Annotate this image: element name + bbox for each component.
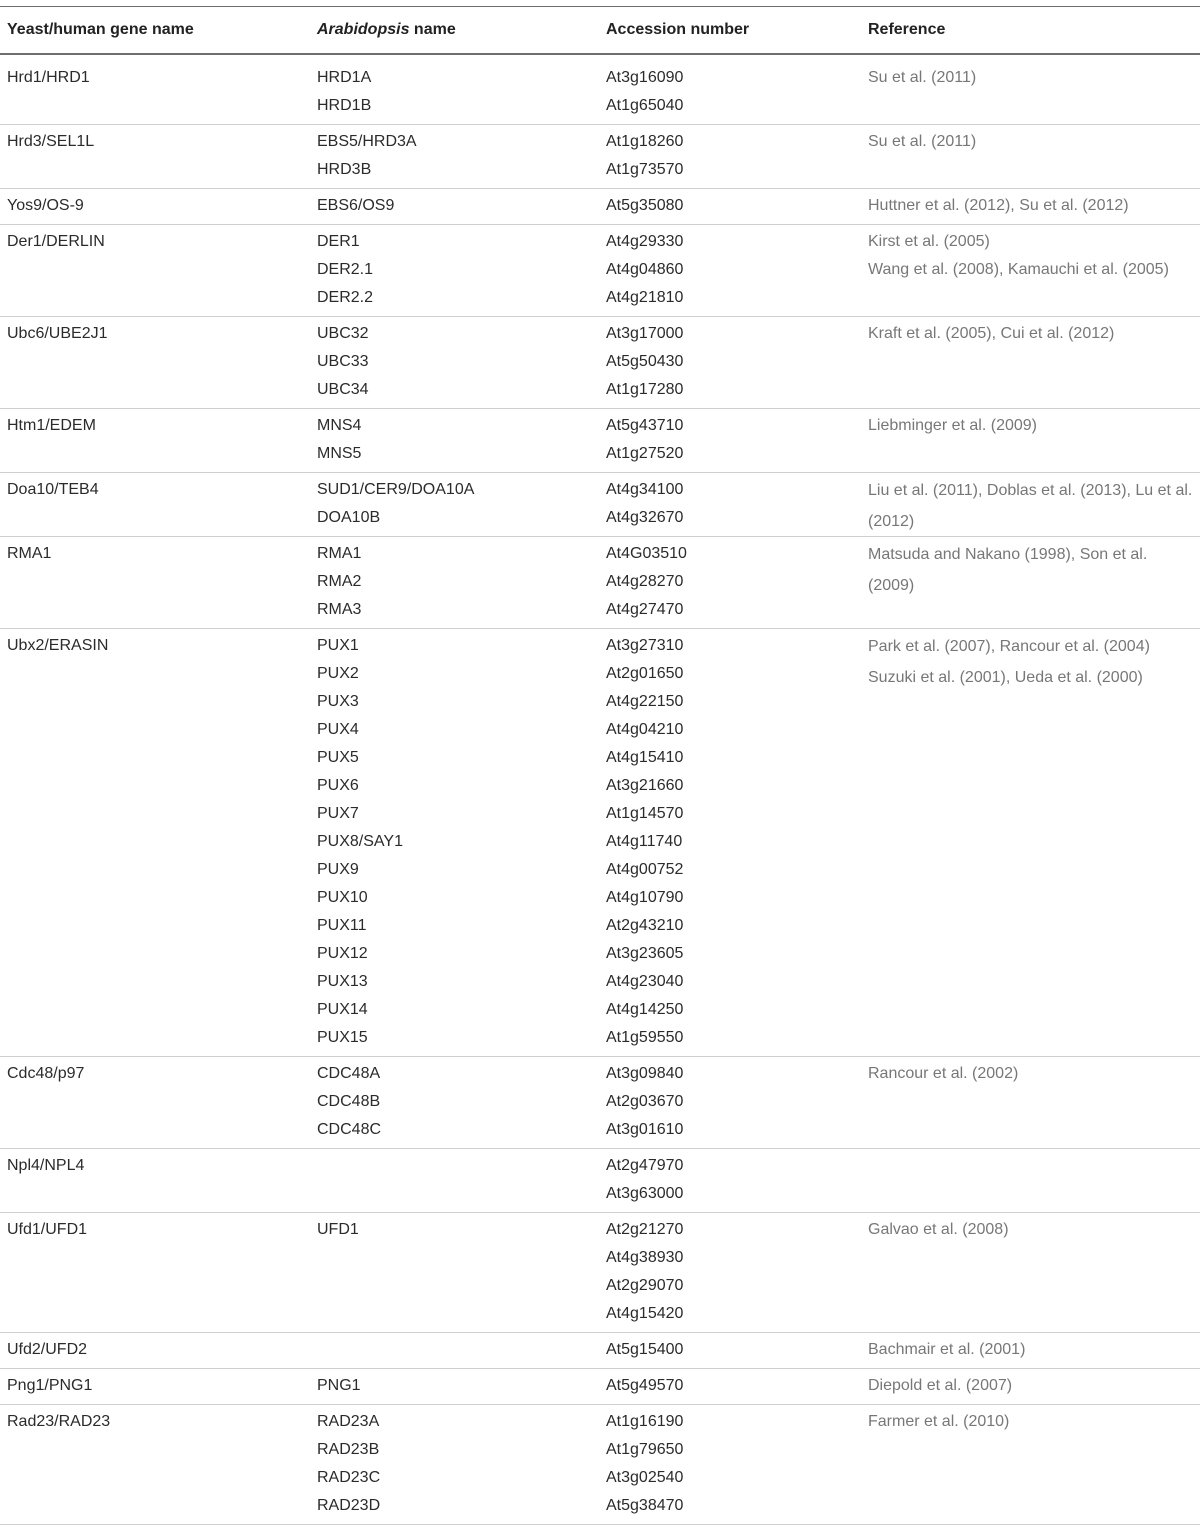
arabidopsis-name: DER2.1 — [317, 261, 374, 278]
accession-number: At1g18260 — [606, 133, 684, 150]
yeast-gene-name: Hrd1/HRD1 — [7, 69, 90, 86]
arabidopsis-name: UBC33 — [317, 353, 369, 370]
reference-text: Kirst et al. (2005) — [868, 233, 990, 250]
arabidopsis-name: PNG1 — [317, 1377, 361, 1394]
accession-number: At2g03670 — [606, 1093, 684, 1110]
arabidopsis-name: RMA3 — [317, 601, 362, 618]
yeast-gene-name: Ufd2/UFD2 — [7, 1341, 88, 1358]
arabidopsis-name-cell — [317, 632, 403, 1052]
arabidopsis-name: PUX4 — [317, 721, 359, 738]
accession-cell — [606, 228, 683, 312]
accession-number: At3g27310 — [606, 637, 684, 654]
yeast-gene-cell — [7, 1152, 84, 1180]
yeast-gene-cell — [7, 1408, 110, 1436]
yeast-gene-name: Ubc6/UBE2J1 — [7, 325, 108, 342]
arabidopsis-name: PUX6 — [317, 777, 359, 794]
arabidopsis-name-cell — [317, 476, 474, 532]
yeast-gene-name: Rad23/RAD23 — [7, 1413, 111, 1430]
accession-cell — [606, 1060, 683, 1144]
table-row — [0, 1372, 1200, 1405]
arabidopsis-name: PUX7 — [317, 805, 359, 822]
reference-cell — [868, 540, 1196, 601]
accession-cell — [606, 1152, 683, 1208]
reference-text: Park et al. (2007), Rancour et al. (2004) Suzuki et al. (2001), Ueda et al. (2000) — [868, 637, 1150, 686]
header-yeast: Yeast/human gene name — [7, 21, 194, 38]
table-body — [0, 64, 1200, 1528]
accession-cell — [606, 64, 683, 120]
accession-cell — [606, 320, 683, 404]
table-row — [0, 1216, 1200, 1333]
accession-number: At1g27520 — [606, 445, 684, 462]
reference-cell — [868, 228, 1196, 284]
reference-text: Liu et al. (2011), Doblas et al. (2013), Lu et al. (2012) — [868, 481, 1193, 530]
table-row — [0, 320, 1200, 409]
accession-number: At3g01610 — [606, 1121, 684, 1138]
table-row — [0, 1152, 1200, 1213]
header-reference: Reference — [868, 21, 946, 38]
accession-number: At4g04860 — [606, 261, 684, 278]
accession-number: At3g02540 — [606, 1469, 684, 1486]
arabidopsis-name: RMA2 — [317, 573, 362, 590]
table-row — [0, 476, 1200, 537]
table-header — [0, 8, 1200, 53]
arabidopsis-name: PUX1 — [317, 637, 359, 654]
arabidopsis-name: UBC34 — [317, 381, 369, 398]
arabidopsis-name: EBS6/OS9 — [317, 197, 395, 214]
table-row — [0, 412, 1200, 473]
reference-cell — [868, 1336, 1196, 1364]
arabidopsis-name-cell — [317, 1216, 359, 1244]
reference-cell — [868, 476, 1196, 537]
yeast-gene-cell — [7, 320, 108, 348]
reference-cell — [868, 64, 1196, 92]
reference-text: Diepold et al. (2007) — [868, 1377, 1013, 1394]
reference-text: Galvao et al. (2008) — [868, 1221, 1009, 1238]
arabidopsis-name: CDC48B — [317, 1093, 381, 1110]
accession-number: At4g10790 — [606, 889, 684, 906]
accession-number: At4g28270 — [606, 573, 684, 590]
arabidopsis-name: EBS5/HRD3A — [317, 133, 417, 150]
arabidopsis-name: PUX2 — [317, 665, 359, 682]
accession-number: At5g35080 — [606, 197, 684, 214]
table-row — [0, 1336, 1200, 1369]
accession-number: At4g32670 — [606, 509, 684, 526]
yeast-gene-cell — [7, 476, 99, 504]
accession-number: At4g11740 — [606, 833, 683, 850]
arabidopsis-name: DOA10B — [317, 509, 381, 526]
reference-text: Wang et al. (2008), Kamauchi et al. (2005) — [868, 261, 1169, 278]
header-accession: Accession number — [606, 21, 750, 38]
accession-cell — [606, 1408, 683, 1520]
yeast-gene-cell — [7, 632, 108, 660]
arabidopsis-name: HRD3B — [317, 161, 372, 178]
yeast-gene-name: Ubx2/ERASIN — [7, 637, 109, 654]
yeast-gene-name: Htm1/EDEM — [7, 417, 96, 434]
accession-number: At5g49570 — [606, 1377, 684, 1394]
accession-number: At2g01650 — [606, 665, 684, 682]
accession-number: At1g79650 — [606, 1441, 684, 1458]
accession-number: At4g38930 — [606, 1249, 684, 1266]
header-arabidopsis-rest: name — [409, 21, 456, 38]
accession-cell — [606, 1336, 683, 1364]
accession-number: At2g47970 — [606, 1157, 684, 1174]
arabidopsis-name-cell — [317, 1060, 381, 1144]
yeast-gene-cell — [7, 540, 51, 568]
accession-number: At4g27470 — [606, 601, 684, 618]
yeast-gene-cell — [7, 1060, 84, 1088]
reference-cell — [868, 1060, 1196, 1088]
accession-number: At4g29330 — [606, 233, 684, 250]
arabidopsis-name: DER2.2 — [317, 289, 374, 306]
reference-text: Huttner et al. (2012), Su et al. (2012) — [868, 197, 1129, 214]
reference-cell — [868, 1216, 1196, 1244]
yeast-gene-name: Doa10/TEB4 — [7, 481, 99, 498]
arabidopsis-name: MNS5 — [317, 445, 362, 462]
reference-cell — [868, 412, 1196, 440]
accession-number: At2g21270 — [606, 1221, 684, 1238]
header-arabidopsis — [317, 21, 456, 39]
reference-cell — [868, 320, 1196, 348]
reference-text: Su et al. (2011) — [868, 133, 977, 150]
accession-cell — [606, 632, 683, 1052]
accession-number: At3g17000 — [606, 325, 684, 342]
top-rule — [0, 6, 1200, 7]
arabidopsis-name: RAD23B — [317, 1441, 380, 1458]
yeast-gene-name: Npl4/NPL4 — [7, 1157, 85, 1174]
accession-number: At3g63000 — [606, 1185, 684, 1202]
table-row — [0, 192, 1200, 225]
accession-number: At4g15420 — [606, 1305, 684, 1322]
arabidopsis-name: UBC32 — [317, 325, 369, 342]
arabidopsis-name: PUX12 — [317, 945, 368, 962]
accession-number: At3g16090 — [606, 69, 684, 86]
accession-number: At1g14570 — [606, 805, 684, 822]
reference-text: Su et al. (2011) — [868, 69, 977, 86]
arabidopsis-name-cell — [317, 128, 417, 184]
yeast-gene-name: Ufd1/UFD1 — [7, 1221, 88, 1238]
reference-cell — [868, 632, 1196, 693]
reference-cell — [868, 1372, 1196, 1400]
accession-number: At5g43710 — [606, 417, 684, 434]
table-row — [0, 128, 1200, 189]
yeast-gene-cell — [7, 192, 84, 220]
table-row — [0, 1060, 1200, 1149]
accession-number: At1g17280 — [606, 381, 684, 398]
arabidopsis-name: RMA1 — [317, 545, 362, 562]
arabidopsis-name-cell — [317, 192, 394, 220]
reference-text: Matsuda and Nakano (1998), Son et al. (2009) — [868, 545, 1148, 594]
accession-number: At5g38470 — [606, 1497, 684, 1514]
arabidopsis-name: PUX11 — [317, 917, 367, 934]
yeast-gene-cell — [7, 1372, 92, 1400]
accession-cell — [606, 540, 687, 624]
table-row — [0, 228, 1200, 317]
arabidopsis-name: RAD23C — [317, 1469, 381, 1486]
table-row — [0, 540, 1200, 629]
yeast-gene-cell — [7, 1336, 87, 1364]
accession-number: At4g04210 — [606, 721, 684, 738]
accession-cell — [606, 476, 683, 532]
reference-text: Bachmair et al. (2001) — [868, 1341, 1026, 1358]
yeast-gene-cell — [7, 228, 105, 256]
arabidopsis-name: PUX8/SAY1 — [317, 833, 403, 850]
arabidopsis-name-cell — [317, 540, 361, 624]
accession-number: At1g59550 — [606, 1029, 684, 1046]
arabidopsis-name: RAD23D — [317, 1497, 381, 1514]
accession-cell — [606, 192, 683, 220]
accession-number: At5g15400 — [606, 1341, 684, 1358]
accession-number: At1g73570 — [606, 161, 684, 178]
accession-number: At4g34100 — [606, 481, 684, 498]
arabidopsis-name: PUX14 — [317, 1001, 368, 1018]
yeast-gene-name: Cdc48/p97 — [7, 1065, 85, 1082]
accession-number: At4g23040 — [606, 973, 684, 990]
reference-text: Liebminger et al. (2009) — [868, 417, 1037, 434]
yeast-gene-cell — [7, 64, 90, 92]
accession-number: At4g00752 — [606, 861, 684, 878]
reference-cell — [868, 1408, 1196, 1436]
arabidopsis-name: PUX5 — [317, 749, 359, 766]
arabidopsis-name: SUD1/CER9/DOA10A — [317, 481, 475, 498]
accession-number: At2g43210 — [606, 917, 684, 934]
arabidopsis-name: PUX10 — [317, 889, 368, 906]
reference-cell — [868, 192, 1196, 220]
accession-cell — [606, 128, 683, 184]
arabidopsis-name: PUX9 — [317, 861, 359, 878]
arabidopsis-name: UFD1 — [317, 1221, 359, 1238]
accession-number: At3g21660 — [606, 777, 684, 794]
accession-number: At2g29070 — [606, 1277, 684, 1294]
reference-text: Farmer et al. (2010) — [868, 1413, 1010, 1430]
yeast-gene-name: Der1/DERLIN — [7, 233, 105, 250]
yeast-gene-cell — [7, 412, 96, 440]
arabidopsis-name-cell — [317, 412, 361, 468]
arabidopsis-name: RAD23A — [317, 1413, 380, 1430]
yeast-gene-cell — [7, 128, 94, 156]
arabidopsis-name: CDC48C — [317, 1121, 382, 1138]
arabidopsis-name-cell — [317, 1372, 361, 1400]
arabidopsis-name: MNS4 — [317, 417, 362, 434]
accession-number: At4g15410 — [606, 749, 684, 766]
table-row — [0, 64, 1200, 125]
arabidopsis-name: DER1 — [317, 233, 360, 250]
header-arabidopsis-italic: Arabidopsis — [317, 21, 410, 38]
arabidopsis-name-cell — [317, 64, 371, 120]
arabidopsis-name: PUX3 — [317, 693, 359, 710]
accession-number: At3g09840 — [606, 1065, 684, 1082]
arabidopsis-name: PUX13 — [317, 973, 368, 990]
yeast-gene-name: Png1/PNG1 — [7, 1377, 93, 1394]
yeast-gene-name: Hrd3/SEL1L — [7, 133, 95, 150]
accession-number: At1g16190 — [606, 1413, 684, 1430]
arabidopsis-name-cell — [317, 228, 373, 312]
reference-cell — [868, 128, 1196, 156]
arabidopsis-name-cell — [317, 320, 369, 404]
table-row — [0, 632, 1200, 1057]
accession-number: At4g14250 — [606, 1001, 684, 1018]
accession-cell — [606, 1372, 683, 1400]
accession-number: At5g50430 — [606, 353, 684, 370]
table-row — [0, 1408, 1200, 1525]
reference-text: Rancour et al. (2002) — [868, 1065, 1019, 1082]
accession-number: At1g65040 — [606, 97, 684, 114]
accession-cell — [606, 412, 683, 468]
arabidopsis-name: HRD1B — [317, 97, 372, 114]
accession-number: At4g21810 — [606, 289, 684, 306]
accession-number: At4g22150 — [606, 693, 684, 710]
accession-number: At3g23605 — [606, 945, 684, 962]
arabidopsis-name: HRD1A — [317, 69, 372, 86]
arabidopsis-name: CDC48A — [317, 1065, 381, 1082]
header-rule — [0, 53, 1200, 55]
accession-cell — [606, 1216, 683, 1328]
arabidopsis-name: PUX15 — [317, 1029, 368, 1046]
reference-text: Kraft et al. (2005), Cui et al. (2012) — [868, 325, 1115, 342]
yeast-gene-cell — [7, 1216, 87, 1244]
yeast-gene-name: RMA1 — [7, 545, 52, 562]
accession-number: At4G03510 — [606, 545, 687, 562]
arabidopsis-name-cell — [317, 1408, 380, 1520]
yeast-gene-name: Yos9/OS-9 — [7, 197, 84, 214]
